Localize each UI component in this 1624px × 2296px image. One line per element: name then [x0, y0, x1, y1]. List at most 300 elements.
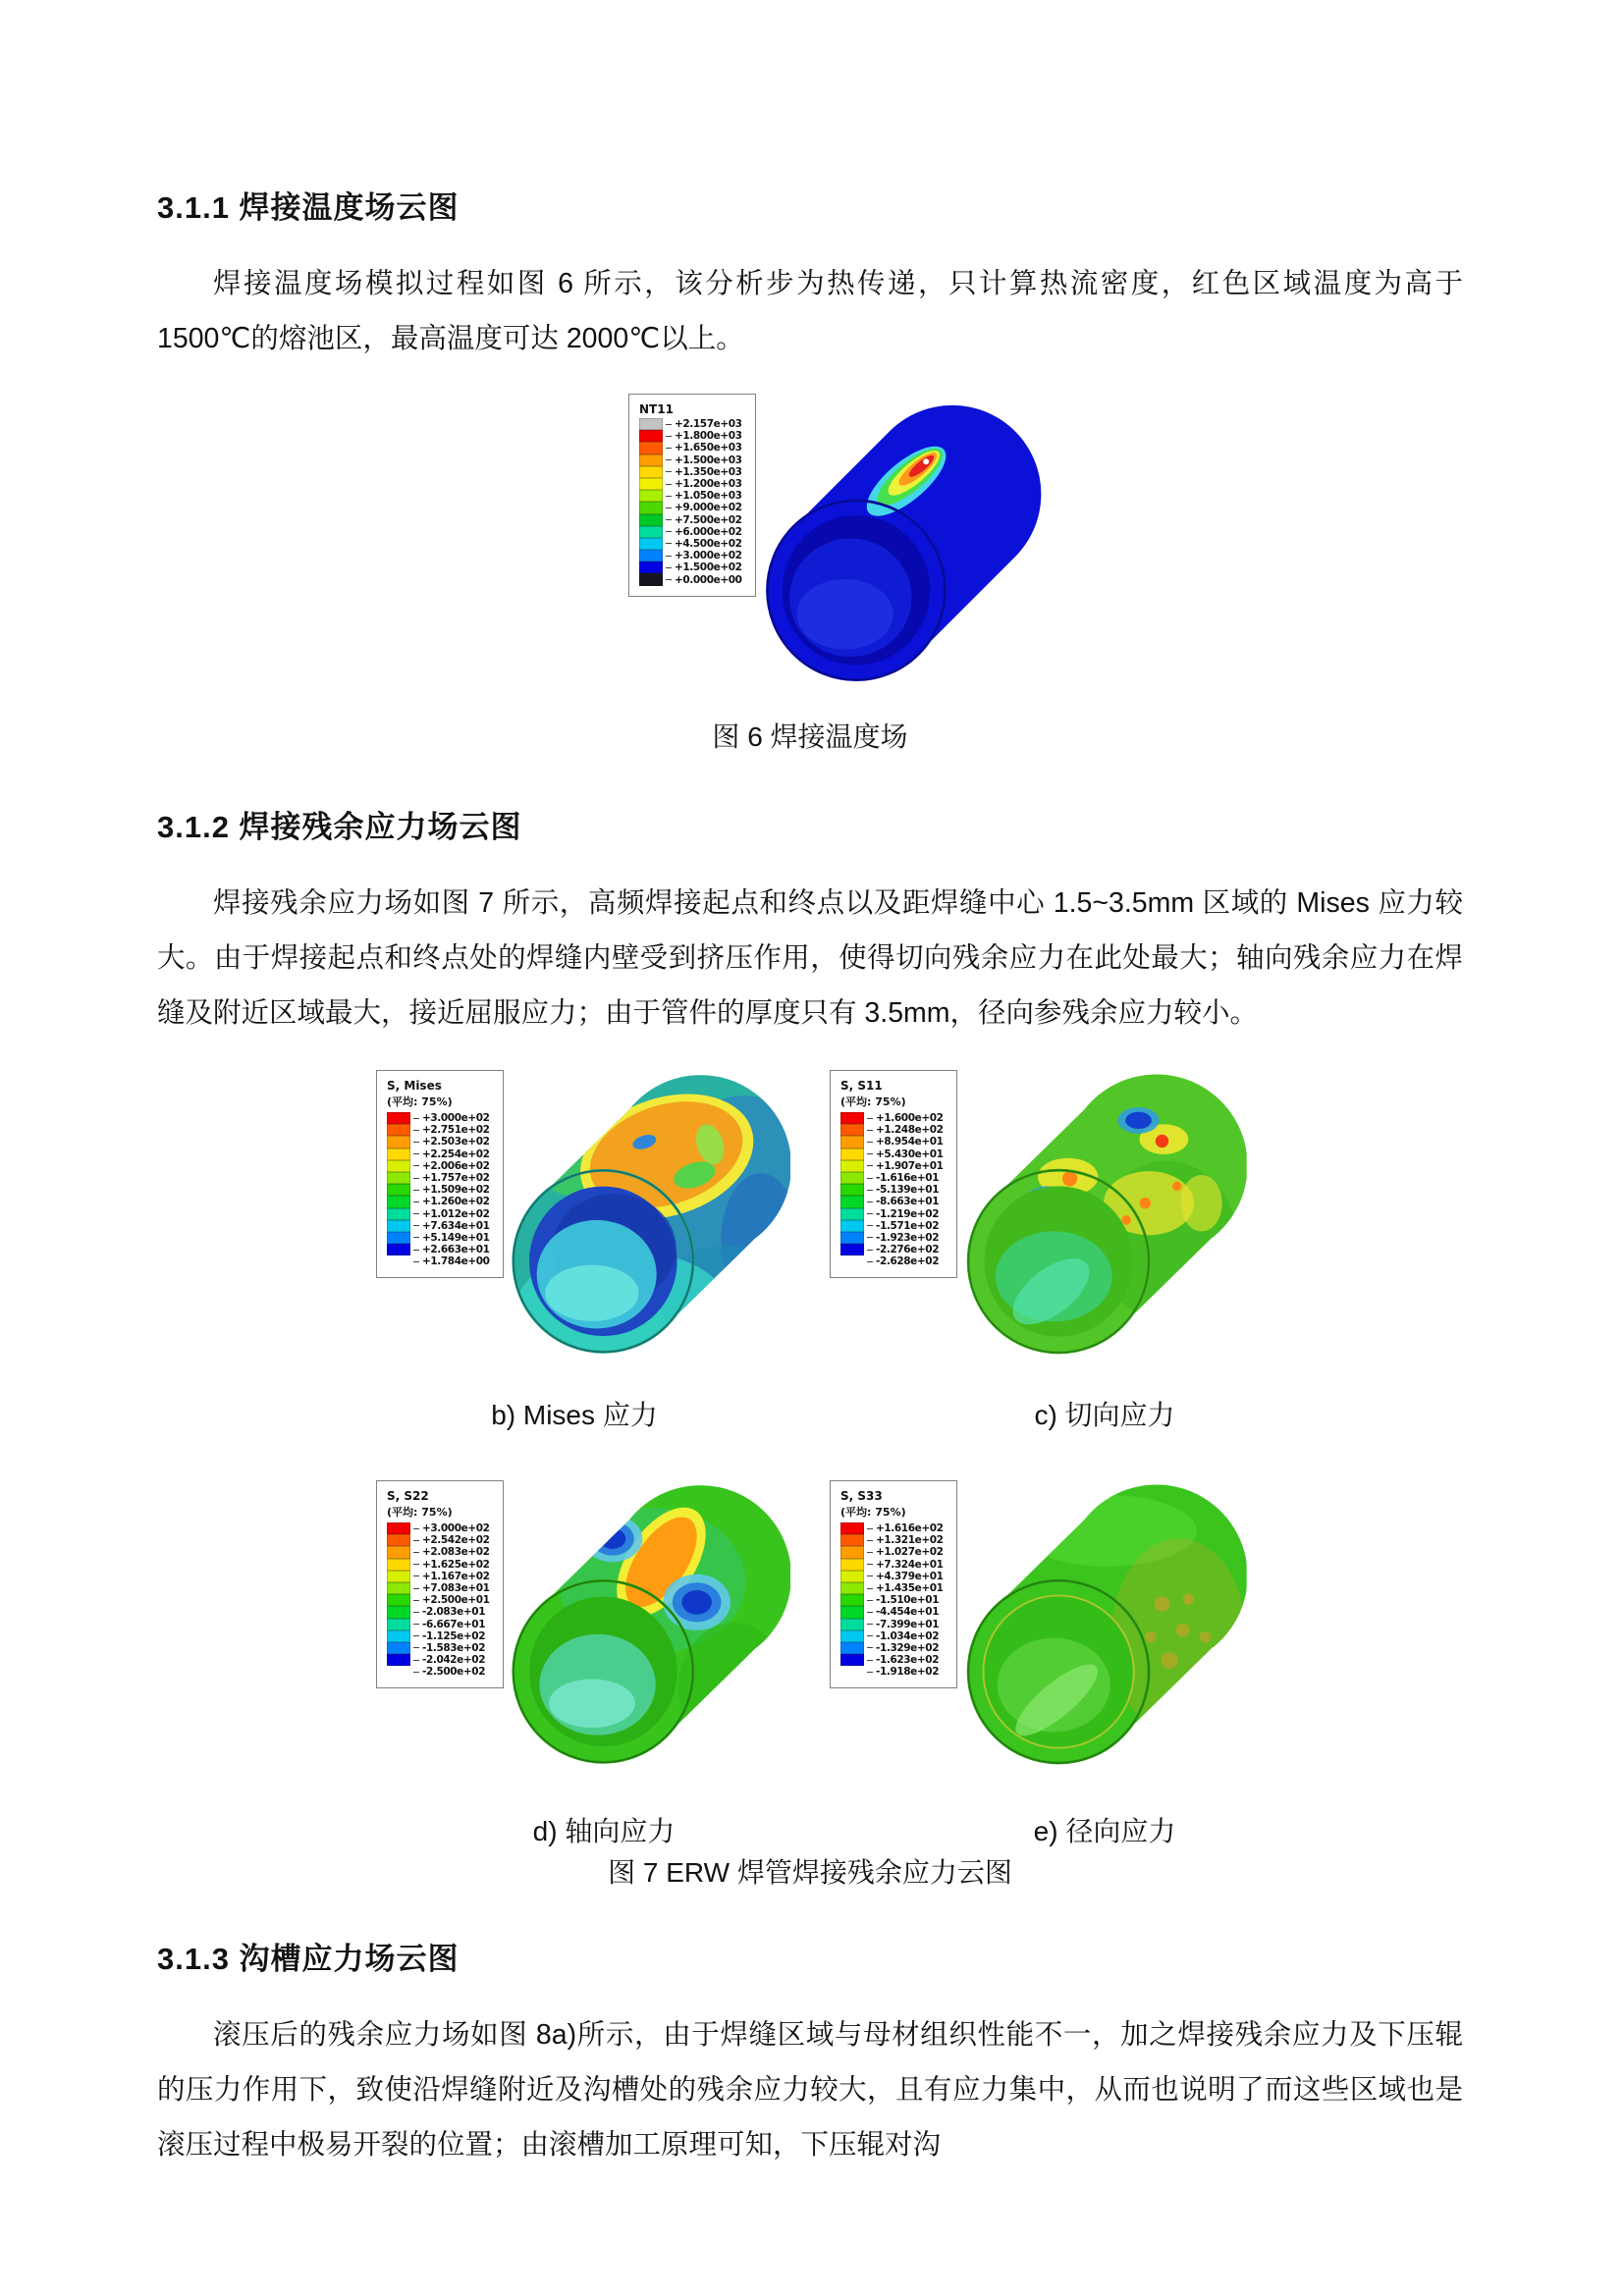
- legend-row: [639, 442, 751, 454]
- legend-value: +2.083e+02: [422, 1546, 490, 1559]
- legend-row: [387, 1571, 499, 1582]
- legend-row: [387, 1559, 499, 1571]
- legend-row: [840, 1112, 952, 1124]
- legend-row: [840, 1606, 952, 1618]
- subfigure-b-mises: [241, 1062, 790, 1374]
- figure6-legend: [628, 394, 756, 597]
- legend-row: [387, 1160, 499, 1172]
- legend-row: [639, 490, 751, 502]
- legend-tick: [413, 1118, 419, 1119]
- legend-color-swatch: [840, 1571, 864, 1582]
- legend-row: [840, 1232, 952, 1244]
- legend-row: [387, 1546, 499, 1558]
- legend-row: [387, 1619, 499, 1630]
- legend-color-swatch: [840, 1112, 864, 1124]
- legend-value: +7.083e+01: [422, 1582, 490, 1595]
- legend-row: [387, 1244, 499, 1255]
- legend-value: -1.616e+01: [876, 1172, 940, 1185]
- legend-tick: [867, 1118, 873, 1119]
- legend-color-swatch: [639, 538, 663, 550]
- legend-color-swatch: [387, 1654, 410, 1666]
- legend-row: [639, 514, 751, 526]
- legend-tick: [413, 1588, 419, 1589]
- legend-color-swatch: [840, 1136, 864, 1148]
- legend-row: [387, 1666, 499, 1678]
- legend-color-swatch: [387, 1208, 410, 1220]
- legend-row: [639, 454, 751, 466]
- legend-color-swatch: [387, 1244, 410, 1255]
- legend-color-swatch: [387, 1571, 410, 1582]
- figure7-caption: 图 7 ERW 焊管焊接残余应力云图: [608, 1857, 1012, 1888]
- figure7: [241, 1062, 1380, 1849]
- legend-color-swatch: [387, 1196, 410, 1207]
- legend-color-swatch: [639, 454, 663, 466]
- legend-value: -6.667e+01: [422, 1618, 486, 1630]
- legend-value: +1.757e+02: [422, 1172, 490, 1185]
- legend-row: [840, 1136, 952, 1148]
- legend-tick: [867, 1600, 873, 1601]
- legend-row: [639, 430, 751, 442]
- legend-row: [840, 1184, 952, 1196]
- legend-color-swatch: [639, 418, 663, 430]
- legend-row: [840, 1546, 952, 1558]
- legend-color-swatch: [387, 1160, 410, 1172]
- subfigure-c-caption: c) 切向应力: [1034, 1400, 1175, 1430]
- subfigure-e-radial: [830, 1472, 1380, 1785]
- legend-row: [840, 1630, 952, 1642]
- legend-row: [387, 1112, 499, 1124]
- figure6: [185, 394, 1490, 700]
- legend-row: [387, 1255, 499, 1267]
- legend-value: -1.583e+02: [422, 1641, 486, 1654]
- legend-value: +2.751e+02: [422, 1124, 490, 1137]
- legend-tick: [867, 1540, 873, 1541]
- legend-color-swatch: [840, 1196, 864, 1207]
- legend-tick: [413, 1564, 419, 1565]
- legend-tick: [413, 1575, 419, 1576]
- radial-stress-cylinder: [963, 1472, 1248, 1785]
- legend-tick: [413, 1153, 419, 1154]
- subfigure-d-axial: [241, 1472, 790, 1785]
- legend-color-swatch: [840, 1160, 864, 1172]
- legend-tick: [867, 1564, 873, 1565]
- legend-row: [387, 1220, 499, 1232]
- legend-value: +1.050e+03: [675, 490, 742, 503]
- legend-color-swatch: [840, 1606, 864, 1618]
- legend-value: +1.435e+01: [876, 1582, 944, 1595]
- legend-tick: [666, 531, 672, 532]
- legend-row: [840, 1148, 952, 1160]
- legend-title: S, S11: [840, 1079, 883, 1093]
- legend-value: +1.350e+03: [675, 465, 742, 478]
- legend-tick: [867, 1588, 873, 1589]
- subfigure-e-caption: e) 径向应力: [1033, 1816, 1176, 1846]
- figure6-caption: 图 6 焊接温度场: [712, 721, 908, 752]
- legend-color-swatch: [387, 1172, 410, 1184]
- legend-tick: [867, 1635, 873, 1636]
- subfigure-c-tangential: [830, 1062, 1380, 1374]
- legend-row: [387, 1184, 499, 1196]
- legend-tick: [867, 1178, 873, 1179]
- legend-tick: [666, 448, 672, 449]
- legend-tick: [867, 1647, 873, 1648]
- legend-tick: [867, 1528, 873, 1529]
- legend-value: -1.623e+02: [876, 1654, 940, 1667]
- legend-row: [840, 1571, 952, 1582]
- legend-value: -5.139e+01: [876, 1184, 940, 1197]
- legend-row: [387, 1534, 499, 1546]
- legend-tick: [867, 1165, 873, 1166]
- legend-row: [840, 1594, 952, 1606]
- legend-tick: [666, 519, 672, 520]
- legend-tick: [867, 1213, 873, 1214]
- legend-value: +4.379e+01: [876, 1570, 944, 1582]
- legend-row: [387, 1148, 499, 1160]
- legend-row: [387, 1208, 499, 1220]
- legend-value: +1.509e+02: [422, 1184, 490, 1197]
- legend-tick: [867, 1142, 873, 1143]
- legend-row: [639, 466, 751, 478]
- legend-row: [639, 550, 751, 561]
- legend-color-swatch: [639, 478, 663, 490]
- legend-tick: [413, 1178, 419, 1179]
- legend-color-swatch: [840, 1630, 864, 1642]
- legend-row: [840, 1196, 952, 1207]
- legend-subtitle: (平均: 75%): [387, 1506, 453, 1519]
- legend-color-swatch: [840, 1244, 864, 1255]
- legend-color-swatch: [639, 490, 663, 502]
- mises-legend: [376, 1070, 504, 1278]
- legend-color-swatch: [840, 1582, 864, 1594]
- legend-tick: [666, 424, 672, 425]
- legend-value: +3.000e+02: [675, 550, 742, 562]
- legend-value: +1.800e+03: [675, 430, 742, 443]
- legend-row: [387, 1606, 499, 1618]
- legend-value: +2.254e+02: [422, 1148, 490, 1160]
- legend-row: [639, 526, 751, 538]
- legend-row: [840, 1619, 952, 1630]
- legend-color-swatch: [387, 1112, 410, 1124]
- legend-tick: [867, 1672, 873, 1673]
- legend-title: NT11: [639, 402, 674, 416]
- legend-color-swatch: [840, 1172, 864, 1184]
- legend-tick: [867, 1624, 873, 1625]
- section-3-1-3-paragraph: 滚压后的残余应力场如图 8a)所示，由于焊缝区域与母材组织性能不一，加之焊接残余应力及下压辊的压力作用下，致使沿焊缝附近及沟槽处的残余应力较大，且有应力集中，从而也说明了而这些区域也是滚压过程中极易开裂的位置；由滚槽加工原理可知，下压辊对沟: [157, 2019, 1463, 2161]
- legend-value: -8.663e+01: [876, 1196, 940, 1208]
- legend-tick: [867, 1225, 873, 1226]
- legend-color-swatch: [840, 1255, 864, 1267]
- legend-tick: [867, 1250, 873, 1251]
- legend-row: [387, 1582, 499, 1594]
- legend-value: +7.324e+01: [876, 1558, 944, 1571]
- legend-row: [387, 1630, 499, 1642]
- legend-value: -2.276e+02: [876, 1244, 940, 1256]
- legend-row: [387, 1594, 499, 1606]
- legend-color-swatch: [840, 1522, 864, 1534]
- legend-color-swatch: [387, 1136, 410, 1148]
- legend-color-swatch: [387, 1184, 410, 1196]
- legend-row: [840, 1172, 952, 1184]
- legend-color-swatch: [387, 1582, 410, 1594]
- legend-value: +5.430e+01: [876, 1148, 944, 1160]
- legend-tick: [666, 496, 672, 497]
- legend-value: +1.248e+02: [876, 1124, 944, 1137]
- legend-row: [840, 1522, 952, 1534]
- legend-value: -2.083e+01: [422, 1606, 486, 1619]
- legend-tick: [867, 1612, 873, 1613]
- legend-color-scale: [639, 418, 751, 586]
- legend-color-swatch: [387, 1642, 410, 1654]
- legend-color-swatch: [840, 1184, 864, 1196]
- legend-color-swatch: [387, 1630, 410, 1642]
- legend-row: [387, 1196, 499, 1207]
- legend-tick: [413, 1624, 419, 1625]
- legend-value: -1.510e+01: [876, 1594, 940, 1607]
- legend-tick: [666, 459, 672, 460]
- legend-value: +1.616e+02: [876, 1522, 944, 1535]
- legend-value: +1.500e+03: [675, 454, 742, 466]
- legend-row: [387, 1232, 499, 1244]
- legend-color-swatch: [387, 1522, 410, 1534]
- legend-row: [387, 1522, 499, 1534]
- legend-value: +1.500e+02: [675, 561, 742, 574]
- figure6-temperature-cylinder: [760, 394, 1047, 700]
- legend-tick: [666, 543, 672, 544]
- legend-tick: [666, 556, 672, 557]
- axial-stress-cylinder: [510, 1472, 790, 1785]
- legend-color-swatch: [387, 1232, 410, 1244]
- legend-color-scale: [387, 1112, 499, 1267]
- legend-row: [840, 1534, 952, 1546]
- legend-color-scale: [840, 1522, 952, 1678]
- legend-color-swatch: [840, 1559, 864, 1571]
- legend-color-swatch: [639, 430, 663, 442]
- legend-tick: [666, 436, 672, 437]
- legend-color-swatch: [387, 1124, 410, 1136]
- section-3-1-1-heading: 3.1.1 焊接温度场云图: [157, 190, 460, 225]
- legend-value: +1.784e+00: [422, 1255, 490, 1268]
- legend-tick: [867, 1261, 873, 1262]
- legend-color-swatch: [387, 1619, 410, 1630]
- s33-legend: [830, 1480, 957, 1688]
- legend-value: +2.542e+02: [422, 1534, 490, 1547]
- legend-row: [639, 538, 751, 550]
- legend-row: [387, 1136, 499, 1148]
- subfigure-b-caption: b) Mises 应力: [491, 1400, 658, 1430]
- legend-subtitle: (平均: 75%): [387, 1095, 453, 1108]
- legend-row: [387, 1172, 499, 1184]
- legend-row: [840, 1160, 952, 1172]
- legend-tick: [413, 1647, 419, 1648]
- legend-tick: [666, 484, 672, 485]
- legend-value: +1.625e+02: [422, 1558, 490, 1571]
- legend-value: -1.219e+02: [876, 1207, 940, 1220]
- legend-color-swatch: [387, 1148, 410, 1160]
- legend-value: +3.000e+02: [422, 1112, 490, 1125]
- legend-tick: [413, 1213, 419, 1214]
- legend-value: +1.027e+02: [876, 1546, 944, 1559]
- legend-color-swatch: [840, 1232, 864, 1244]
- legend-tick: [413, 1237, 419, 1238]
- legend-color-swatch: [840, 1546, 864, 1558]
- legend-tick: [666, 507, 672, 508]
- legend-tick: [666, 471, 672, 472]
- legend-color-swatch: [639, 466, 663, 478]
- legend-value: +0.000e+00: [675, 573, 742, 586]
- legend-tick: [413, 1540, 419, 1541]
- legend-color-swatch: [387, 1534, 410, 1546]
- legend-tick: [413, 1190, 419, 1191]
- legend-value: +9.000e+02: [675, 502, 742, 514]
- section-3-1-3-heading: 3.1.3 沟槽应力场云图: [157, 1942, 460, 1976]
- legend-tick: [867, 1190, 873, 1191]
- legend-value: -2.628e+02: [876, 1255, 940, 1268]
- legend-color-swatch: [387, 1559, 410, 1571]
- legend-row: [840, 1255, 952, 1267]
- legend-tick: [867, 1552, 873, 1553]
- legend-value: +1.600e+02: [876, 1112, 944, 1125]
- legend-value: +2.500e+01: [422, 1594, 490, 1607]
- legend-title: S, S22: [387, 1489, 429, 1503]
- legend-color-swatch: [387, 1666, 410, 1678]
- legend-tick: [413, 1165, 419, 1166]
- section-3-1-2-heading: 3.1.2 焊接残余应力场云图: [157, 810, 522, 844]
- legend-value: +1.012e+02: [422, 1207, 490, 1220]
- legend-color-swatch: [840, 1654, 864, 1666]
- legend-color-swatch: [387, 1255, 410, 1267]
- legend-color-swatch: [639, 502, 663, 513]
- legend-row: [840, 1244, 952, 1255]
- legend-row: [840, 1559, 952, 1571]
- legend-value: +1.200e+03: [675, 478, 742, 491]
- s22-legend: [376, 1480, 504, 1688]
- legend-value: +6.000e+02: [675, 525, 742, 538]
- legend-value: +8.954e+01: [876, 1136, 944, 1148]
- legend-tick: [413, 1552, 419, 1553]
- legend-value: -2.042e+02: [422, 1654, 486, 1667]
- legend-color-swatch: [840, 1666, 864, 1678]
- legend-row: [840, 1666, 952, 1678]
- legend-row: [639, 502, 751, 513]
- legend-value: +1.650e+03: [675, 442, 742, 454]
- legend-tick: [413, 1672, 419, 1673]
- legend-color-swatch: [387, 1546, 410, 1558]
- legend-tick: [413, 1612, 419, 1613]
- legend-color-swatch: [387, 1594, 410, 1606]
- legend-value: +4.500e+02: [675, 537, 742, 550]
- legend-tick: [413, 1225, 419, 1226]
- legend-row: [387, 1654, 499, 1666]
- legend-row: [387, 1642, 499, 1654]
- legend-value: +1.907e+01: [876, 1159, 944, 1172]
- blue-blob-right: [663, 1575, 731, 1630]
- legend-tick: [413, 1660, 419, 1661]
- legend-value: +5.149e+01: [422, 1231, 490, 1244]
- legend-value: -4.454e+01: [876, 1606, 940, 1619]
- legend-title: S, S33: [840, 1489, 883, 1503]
- legend-value: -1.923e+02: [876, 1231, 940, 1244]
- legend-color-swatch: [639, 573, 663, 585]
- legend-row: [639, 478, 751, 490]
- legend-color-swatch: [840, 1642, 864, 1654]
- legend-tick: [413, 1130, 419, 1131]
- legend-tick: [413, 1201, 419, 1202]
- legend-color-swatch: [387, 1220, 410, 1232]
- legend-subtitle: (平均: 75%): [840, 1095, 906, 1108]
- legend-color-scale: [840, 1112, 952, 1267]
- tangential-stress-cylinder: [963, 1062, 1248, 1374]
- legend-color-swatch: [639, 514, 663, 526]
- legend-tick: [413, 1250, 419, 1251]
- legend-color-swatch: [840, 1148, 864, 1160]
- legend-row: [840, 1124, 952, 1136]
- legend-value: +2.503e+02: [422, 1136, 490, 1148]
- legend-tick: [867, 1575, 873, 1576]
- legend-row: [840, 1208, 952, 1220]
- legend-value: +7.500e+02: [675, 513, 742, 526]
- legend-tick: [867, 1237, 873, 1238]
- legend-color-swatch: [840, 1208, 864, 1220]
- legend-value: +1.321e+02: [876, 1534, 944, 1547]
- legend-color-swatch: [639, 526, 663, 538]
- section-3-1-1-paragraph: 焊接温度场模拟过程如图 6 所示，该分析步为热传递，只计算热流密度，红色区域温度为高于 1500℃的熔池区，最高温度可达 2000℃以上。: [157, 268, 1463, 354]
- legend-color-swatch: [387, 1606, 410, 1618]
- legend-value: +2.006e+02: [422, 1159, 490, 1172]
- subfigure-d-caption: d) 轴向应力: [532, 1816, 676, 1846]
- legend-color-swatch: [840, 1220, 864, 1232]
- s11-legend: [830, 1070, 957, 1278]
- legend-color-swatch: [840, 1594, 864, 1606]
- legend-value: +7.634e+01: [422, 1219, 490, 1232]
- legend-value: +1.167e+02: [422, 1570, 490, 1582]
- mises-stress-cylinder: [510, 1062, 790, 1374]
- section-3-1-2-paragraph: 焊接残余应力场如图 7 所示，高频焊接起点和终点以及距焊缝中心 1.5~3.5mm 区域的 Mises 应力较大。由于焊接起点和终点处的焊缝内壁受到挤压作用，使得切向残余应力在此处最大；轴向残余应力在焊缝及附近区域最大，接近屈服应力；由于管件的厚度只有 3.5mm，径向参残余应力较小。: [157, 887, 1463, 1029]
- legend-row: [840, 1654, 952, 1666]
- legend-value: -7.399e+01: [876, 1618, 940, 1630]
- legend-value: -1.918e+02: [876, 1666, 940, 1679]
- legend-value: +2.157e+03: [675, 418, 742, 431]
- legend-value: -1.571e+02: [876, 1219, 940, 1232]
- legend-title: S, Mises: [387, 1079, 442, 1093]
- legend-tick: [867, 1201, 873, 1202]
- legend-row: [639, 561, 751, 573]
- blue-blob-left: [582, 1516, 642, 1563]
- legend-tick: [666, 567, 672, 568]
- legend-tick: [413, 1261, 419, 1262]
- legend-value: -2.500e+02: [422, 1666, 486, 1679]
- legend-row: [387, 1124, 499, 1136]
- legend-color-swatch: [639, 550, 663, 561]
- legend-value: -1.034e+02: [876, 1629, 940, 1642]
- legend-tick: [413, 1635, 419, 1636]
- legend-tick: [867, 1153, 873, 1154]
- legend-tick: [413, 1142, 419, 1143]
- legend-value: +3.000e+02: [422, 1522, 490, 1535]
- legend-tick: [867, 1660, 873, 1661]
- legend-value: +1.260e+02: [422, 1196, 490, 1208]
- legend-color-swatch: [840, 1534, 864, 1546]
- legend-row: [639, 418, 751, 430]
- legend-row: [840, 1220, 952, 1232]
- legend-value: -1.329e+02: [876, 1641, 940, 1654]
- legend-value: -1.125e+02: [422, 1629, 486, 1642]
- legend-row: [840, 1642, 952, 1654]
- legend-tick: [666, 579, 672, 580]
- legend-color-swatch: [840, 1619, 864, 1630]
- legend-row: [639, 573, 751, 585]
- legend-tick: [413, 1528, 419, 1529]
- legend-subtitle: (平均: 75%): [840, 1506, 906, 1519]
